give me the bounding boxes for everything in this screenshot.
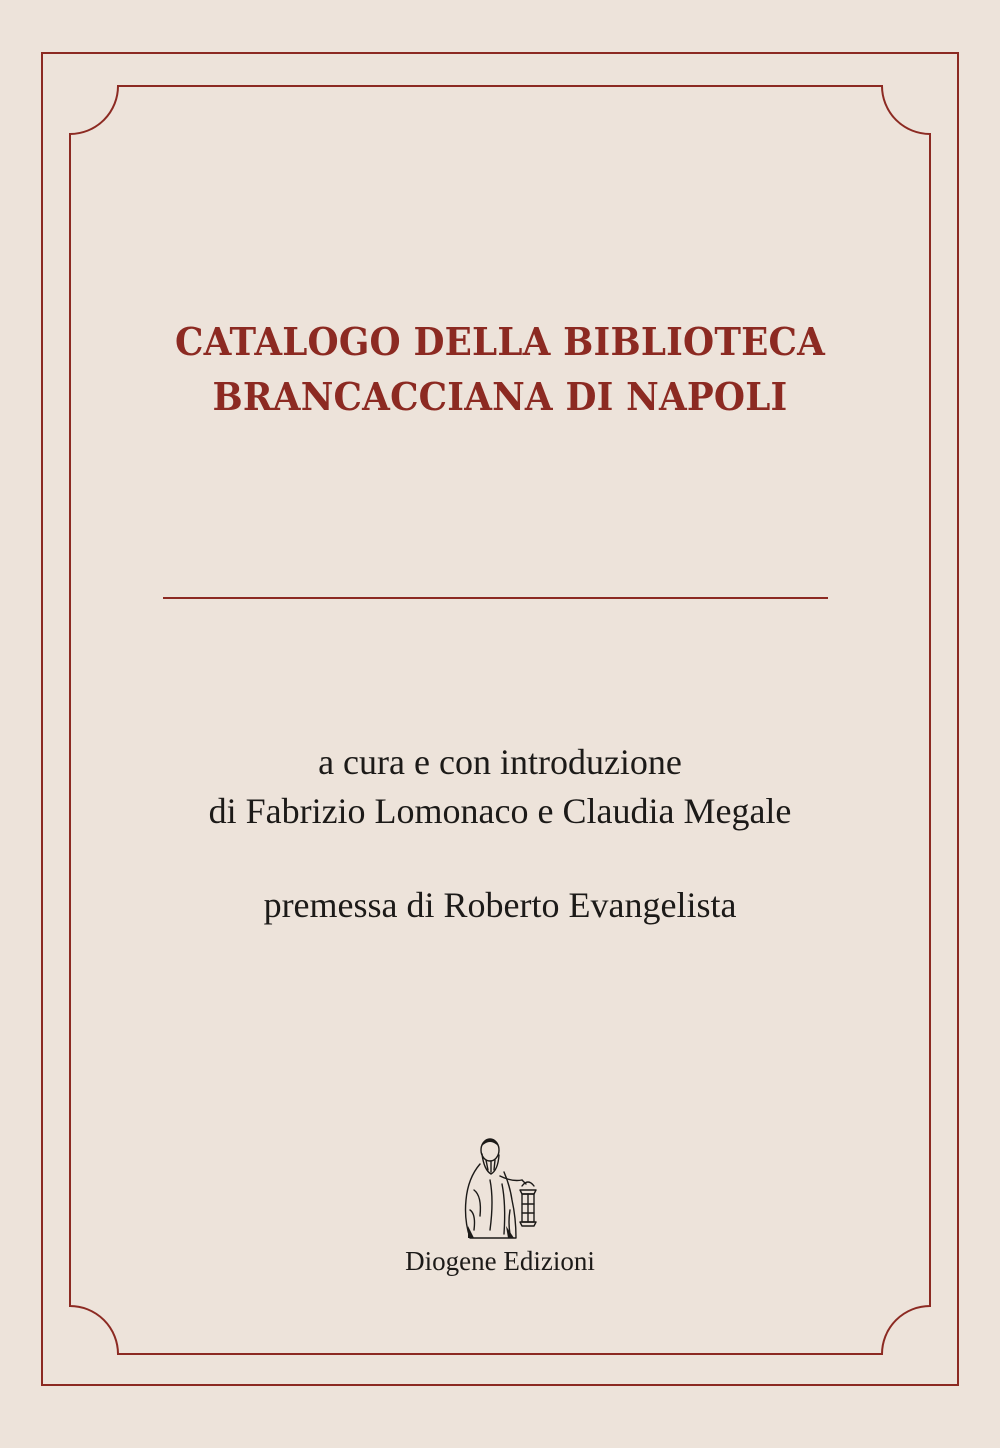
title-line-1: CATALOGO DELLA BIBLIOTECA: [174, 319, 826, 364]
preface-credit: premessa di Roberto Evangelista: [263, 885, 737, 925]
title-divider: [163, 597, 828, 599]
publisher-name: Diogene Edizioni: [405, 1246, 595, 1276]
editors-line-1: a cura e con introduzione: [318, 742, 682, 782]
editors-line-2: di Fabrizio Lomonaco e Claudia Megale: [208, 791, 792, 831]
philosopher-with-lantern-icon: [450, 1130, 550, 1245]
title-line-2: BRANCACCIANA DI NAPOLI: [212, 374, 788, 419]
